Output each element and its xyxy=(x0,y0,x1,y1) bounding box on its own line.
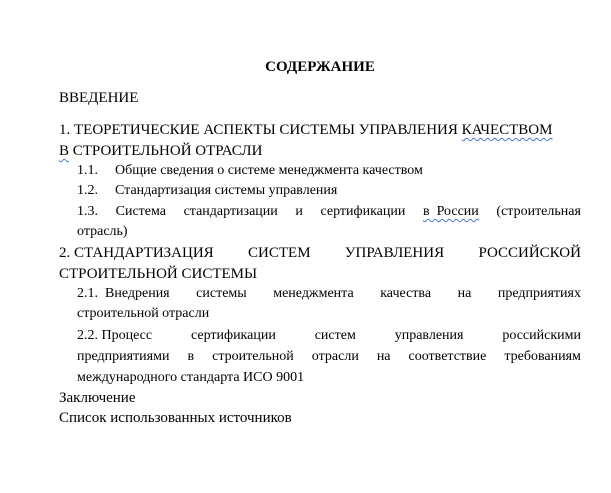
toc-item-2-2-line-1 xyxy=(77,327,581,344)
item-word: сертификации xyxy=(190,328,276,343)
spellcheck-flagged-word: в России xyxy=(422,204,479,219)
section-1-text: 1. ТЕОРЕТИЧЕСКИЕ АСПЕКТЫ СИСТЕМЫ УПРАВЛЕНИЯ xyxy=(59,122,462,138)
item-word: отрасли xyxy=(311,349,359,364)
toc-item-2-1-line-2: строительной отрасли xyxy=(77,306,210,321)
toc-item-2-2-line-3: международного стандарта ИСО 9001 xyxy=(77,370,305,385)
item-word: на xyxy=(376,349,391,364)
item-text: Общие сведения о системе менеджмента качеством xyxy=(115,163,423,178)
toc-item-1-3-line-2: отрасль) xyxy=(77,224,128,239)
item-word: на xyxy=(457,286,472,301)
spellcheck-flagged-word: В xyxy=(59,143,70,159)
toc-title: СОДЕРЖАНИЕ xyxy=(265,59,375,75)
toc-section-2-line-2: СТРОИТЕЛЬНОЙ СИСТЕМЫ xyxy=(59,266,258,282)
item-word: 2.1. Внедрения xyxy=(77,286,170,301)
toc-item-1-2 xyxy=(77,182,581,199)
item-word: (строительная xyxy=(496,204,581,219)
toc-sources: Список использованных источников xyxy=(59,410,292,426)
item-number: 1.3. xyxy=(77,204,98,219)
section-2-word: СИСТЕМ xyxy=(248,245,311,261)
item-number: 1.2. xyxy=(77,183,98,198)
item-word: сертификации xyxy=(320,204,406,219)
item-word: систем xyxy=(314,328,356,343)
section-2-word: 2. СТАНДАРТИЗАЦИЯ xyxy=(59,245,214,261)
item-word: предприятиях xyxy=(497,286,581,301)
item-word: и xyxy=(295,204,303,219)
toc-item-2-1-line-1 xyxy=(77,285,581,302)
item-word: строительной xyxy=(212,349,294,364)
toc-section-2-line-1 xyxy=(59,244,581,262)
toc-item-1-1 xyxy=(77,162,581,179)
spellcheck-flagged-word: КАЧЕСТВОМ xyxy=(461,122,553,138)
item-word: российскими xyxy=(502,328,581,343)
toc-item-1-3-line-1 xyxy=(77,203,581,220)
item-word: в xyxy=(187,349,195,364)
item-number: 1.1. xyxy=(77,163,98,178)
toc-conclusion: Заключение xyxy=(59,390,136,406)
section-1-text: СТРОИТЕЛЬНОЙ ОТРАСЛИ xyxy=(69,143,263,159)
item-word: требованиям xyxy=(504,349,581,364)
item-word: Система xyxy=(115,204,166,219)
item-word: стандартизации xyxy=(183,204,278,219)
item-word: предприятиями xyxy=(77,349,170,364)
toc-section-1-line-2 xyxy=(59,142,581,160)
section-2-word: РОССИЙСКОЙ xyxy=(478,245,581,261)
item-word: управления xyxy=(394,328,464,343)
item-word: качества xyxy=(380,286,432,301)
item-word: соответствие xyxy=(408,349,487,364)
toc-intro: ВВЕДЕНИЕ xyxy=(59,90,139,106)
item-word: системы xyxy=(196,286,247,301)
item-text: Стандартизация системы управления xyxy=(115,183,338,198)
toc-item-2-2-line-2 xyxy=(77,348,581,365)
item-word: 2.2. Процесс xyxy=(77,328,153,343)
item-word: менеджмента xyxy=(273,286,354,301)
toc-section-1-line-1 xyxy=(59,121,581,139)
section-2-word: УПРАВЛЕНИЯ xyxy=(344,245,445,261)
